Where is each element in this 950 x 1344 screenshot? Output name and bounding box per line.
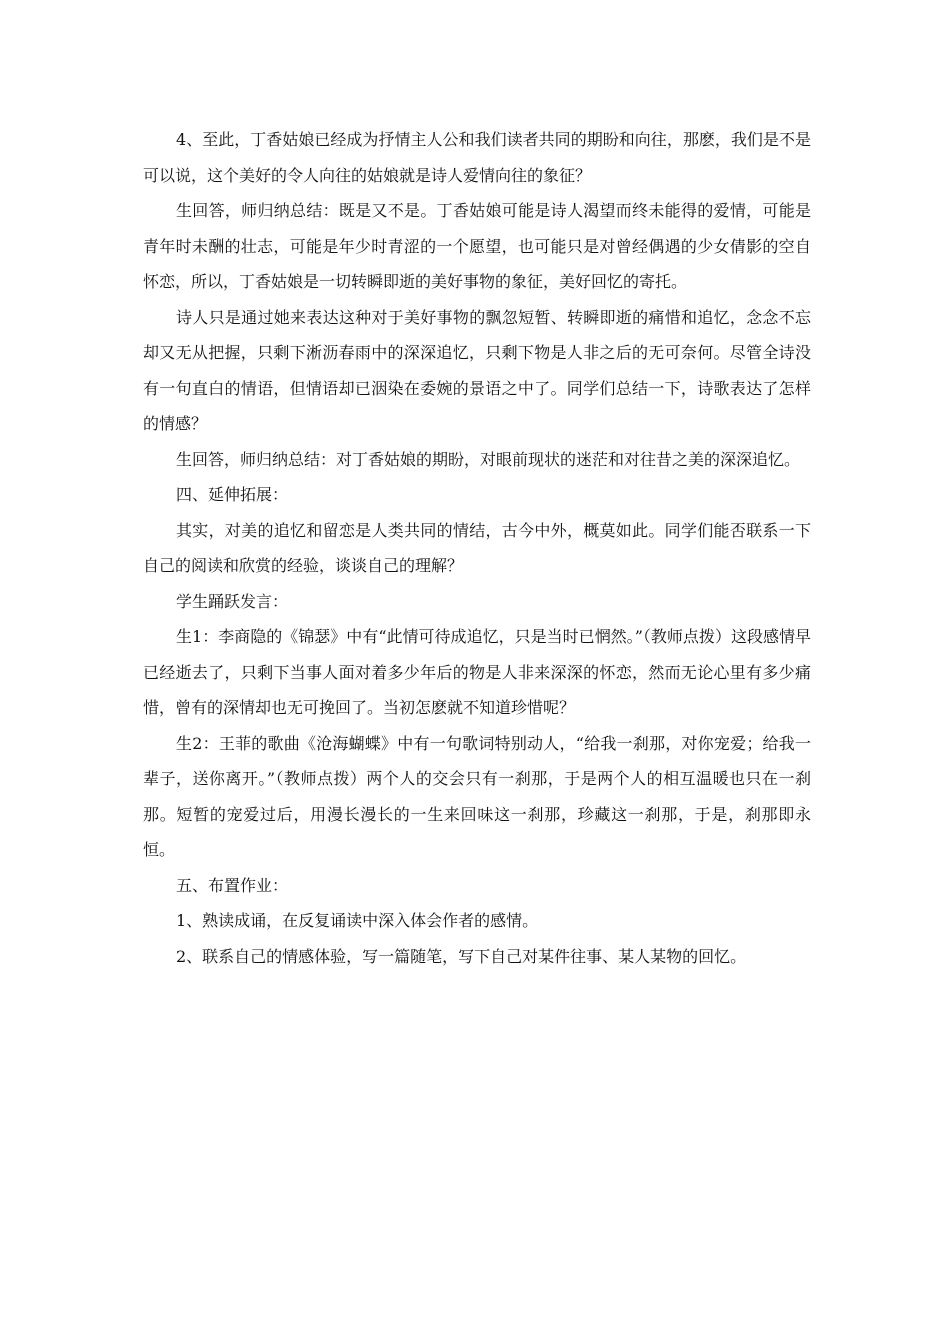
paragraph-answer-2: 生回答，师归纳总结：对丁香姑娘的期盼，对眼前现状的迷茫和对往昔之美的深深追忆。 bbox=[176, 449, 801, 469]
paragraph-answer-1: 生回答，师归纳总结：既是又不是。丁香姑娘可能是诗人渴望而终未能得的爱情，可能是青年时未酬的壮志，可能是年少时青涩的一个愿望，也可能只是对曾经偶遇的少女倩影的空自怀恋，所以，丁香姑娘是一切转瞬即逝的美好事物的象征，美好回忆的寄托。 bbox=[143, 201, 811, 291]
homework-item-1: 1、熟读成诵，在反复诵读中深入体会作者的感情。 bbox=[176, 911, 539, 930]
document-body bbox=[143, 122, 811, 974]
section-heading-homework: 五、布置作业： bbox=[176, 875, 289, 895]
paragraph-student-2: 生2：王菲的歌曲《沧海蝴蝶》中有一句歌词特别动人，“给我一刹那，对你宠爱；给我一辈子，送你离开。”（教师点拨）两个人的交会只有一刹那，于是两个人的相互温暖也只在一刹那。短暂的宠爱过后，用漫长漫长的一生来回味这一刹那，珍藏这一刹那，于是，刹那即永恒。 bbox=[143, 733, 811, 859]
paragraph-students-speak: 学生踊跃发言： bbox=[176, 591, 289, 611]
section-heading-extension: 四、延伸拓展： bbox=[176, 485, 289, 504]
paragraph-extension-intro: 其实，对美的追忆和留恋是人类共同的情结，古今中外，概莫如此。同学们能否联系一下自己的阅读和欣赏的经验，谈谈自己的理解？ bbox=[143, 520, 811, 575]
paragraph-student-1: 生1：李商隐的《锦瑟》中有“此情可待成追忆，只是当时已惘然。”（教师点拨）这段感情早已经逝去了，只剩下当事人面对着多少年后的物是人非来深深的怀恋，然而无论心里有多少痛惜，曾有的深情却也无可挽回了。当初怎麽就不知道珍惜呢？ bbox=[143, 627, 811, 717]
paragraph-explanation: 诗人只是通过她来表达这种对于美好事物的飘忽短暂、转瞬即逝的痛惜和追忆，念念不忘却又无从把握，只剩下淅沥春雨中的深深追忆，只剩下物是人非之后的无可奈何。尽管全诗没有一句直白的情语，但情语却已洇染在委婉的景语之中了。同学们总结一下，诗歌表达了怎样的情感？ bbox=[143, 307, 811, 433]
homework-item-2: 2、联系自己的情感体验，写一篇随笔，写下自己对某件往事、某人某物的回忆。 bbox=[176, 946, 747, 966]
paragraph-question-4: 4、至此，丁香姑娘已经成为抒情主人公和我们读者共同的期盼和向往，那麽，我们是不是可以说，这个美好的令人向往的姑娘就是诗人爱情向往的象征？ bbox=[143, 130, 811, 185]
